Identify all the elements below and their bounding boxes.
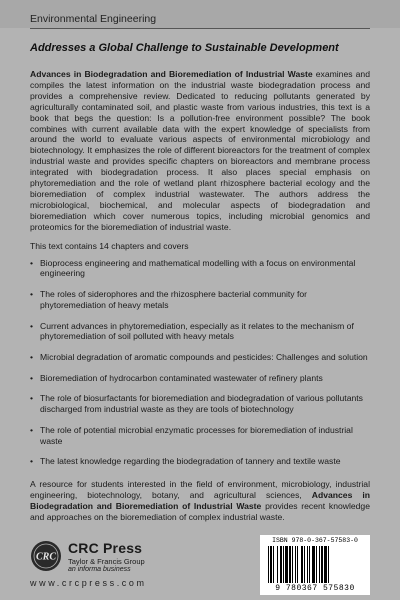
main-content — [30, 69, 370, 523]
topic-item: • Current advances in phytoremediation, especially as it relates to the mechanism of phytoremediation of soil polluted with heavy metals — [30, 321, 370, 343]
barcode-bar — [304, 546, 305, 583]
topics-list — [30, 258, 370, 468]
barcode-bar — [280, 546, 282, 583]
barcode-bar — [268, 546, 269, 583]
topic-item: • Bioremediation of hydrocarbon contaminated wastewater of refinery plants — [30, 373, 370, 384]
covers-intro: This text contains 14 chapters and covers — [30, 240, 189, 251]
barcode-bar — [316, 546, 317, 583]
barcode-bar — [270, 546, 272, 583]
publisher-website: www.crcpress.com — [30, 578, 147, 588]
topic-item: • The role of potential microbial enzymatic processes for bioremediation of industrial waste — [30, 425, 370, 447]
publisher-subtitle: an informa business — [68, 566, 131, 573]
closing-paragraph — [30, 479, 370, 523]
barcode-bar — [328, 546, 329, 583]
barcode-bar — [273, 546, 274, 583]
barcode-bar — [312, 546, 315, 583]
description-book-title: Advances in Biodegradation and Bioremediation of Industrial Waste — [30, 69, 313, 79]
barcode-bar — [324, 546, 327, 583]
barcode-bar — [297, 546, 298, 583]
topic-item: • The latest knowledge regarding the biodegradation of tannery and textile waste — [30, 456, 370, 467]
isbn-text: ISBN 978-0-367-57583-0 — [272, 537, 358, 544]
header-divider — [30, 28, 370, 29]
barcode-bar — [309, 546, 310, 583]
barcode-bar — [321, 546, 323, 583]
closing-post: provides recent knowledge and approaches on the bioremediation of complex industrial waste. — [30, 500, 370, 522]
logo-text: CRC — [35, 551, 57, 563]
barcode-bar — [292, 546, 293, 583]
topic-item: • The role of biosurfactants for bioremediation and biodegradation of various pollutants discharged from industrial waste as they are tools of biotechnology — [30, 393, 370, 415]
crc-press-logo-icon — [30, 540, 62, 572]
barcode-bar — [307, 546, 308, 583]
topic-item: • Bioprocess engineering and mathematical modelling with a focus on environmental engineering — [30, 258, 370, 280]
series-name: Environmental Engineering — [30, 13, 157, 25]
barcode-bar — [295, 546, 296, 583]
description-body: examines and compiles the latest information on the industrial waste biodegradation process and provides a comprehensive review. Dedicated to reducing pollutants generated by agriculturally contaminated soil, and plastic waste from various industries, this text is a book that begs the question: Is a pollution-free environment possible? The book combines with current available data with the expert knowledge of specialists from around the world to evaluate various aspects of environmental microbiology and biotechnology. It emphasizes the role of different bioreactors for the treatment of complex industrial waste and provides specific chapters on bioreactors and membrane process integrated with biodegradation process. It also places special emphasis on phytoremediation and the role of wetland plant rhizosphere bacterial ecology and the bioremediation of complex industrial wastewater. The authors address the microbiological, biochemical, and molecular aspects of biodegradation and bioremediation which cover numerous topics, including microbial genomics and proteomics for the bioremediation of industrial waste. — [30, 69, 370, 232]
barcode-bars — [268, 546, 362, 583]
barcode-bar — [285, 546, 288, 583]
publisher-group: Taylor & Francis Group — [68, 557, 145, 566]
barcode-bar — [289, 546, 291, 583]
tagline: Addresses a Global Challenge to Sustainable Development — [30, 42, 339, 54]
barcode-bar — [283, 546, 284, 583]
ean-number: 9 780367 575830 — [275, 584, 355, 593]
barcode — [260, 535, 370, 595]
barcode-bar — [301, 546, 303, 583]
barcode-bar — [319, 546, 320, 583]
topic-item: • Microbial degradation of aromatic compounds and pesticides: Challenges and solution — [30, 352, 370, 363]
closing-book-title: Advances in Biodegradation and Bioremediation of Industrial Waste — [30, 490, 370, 511]
closing-pre: A resource for students interested in the field of environment, microbiology, industrial engineering, biotechnology, botany, and agricultural sciences, — [30, 479, 370, 500]
description-paragraph — [30, 69, 370, 233]
barcode-bar — [277, 546, 278, 583]
topic-item: • The roles of siderophores and the rhizosphere bacterial community for phytoremediation of heavy metals — [30, 289, 370, 311]
publisher-block — [68, 540, 145, 573]
publisher-name: CRC Press — [68, 540, 143, 556]
